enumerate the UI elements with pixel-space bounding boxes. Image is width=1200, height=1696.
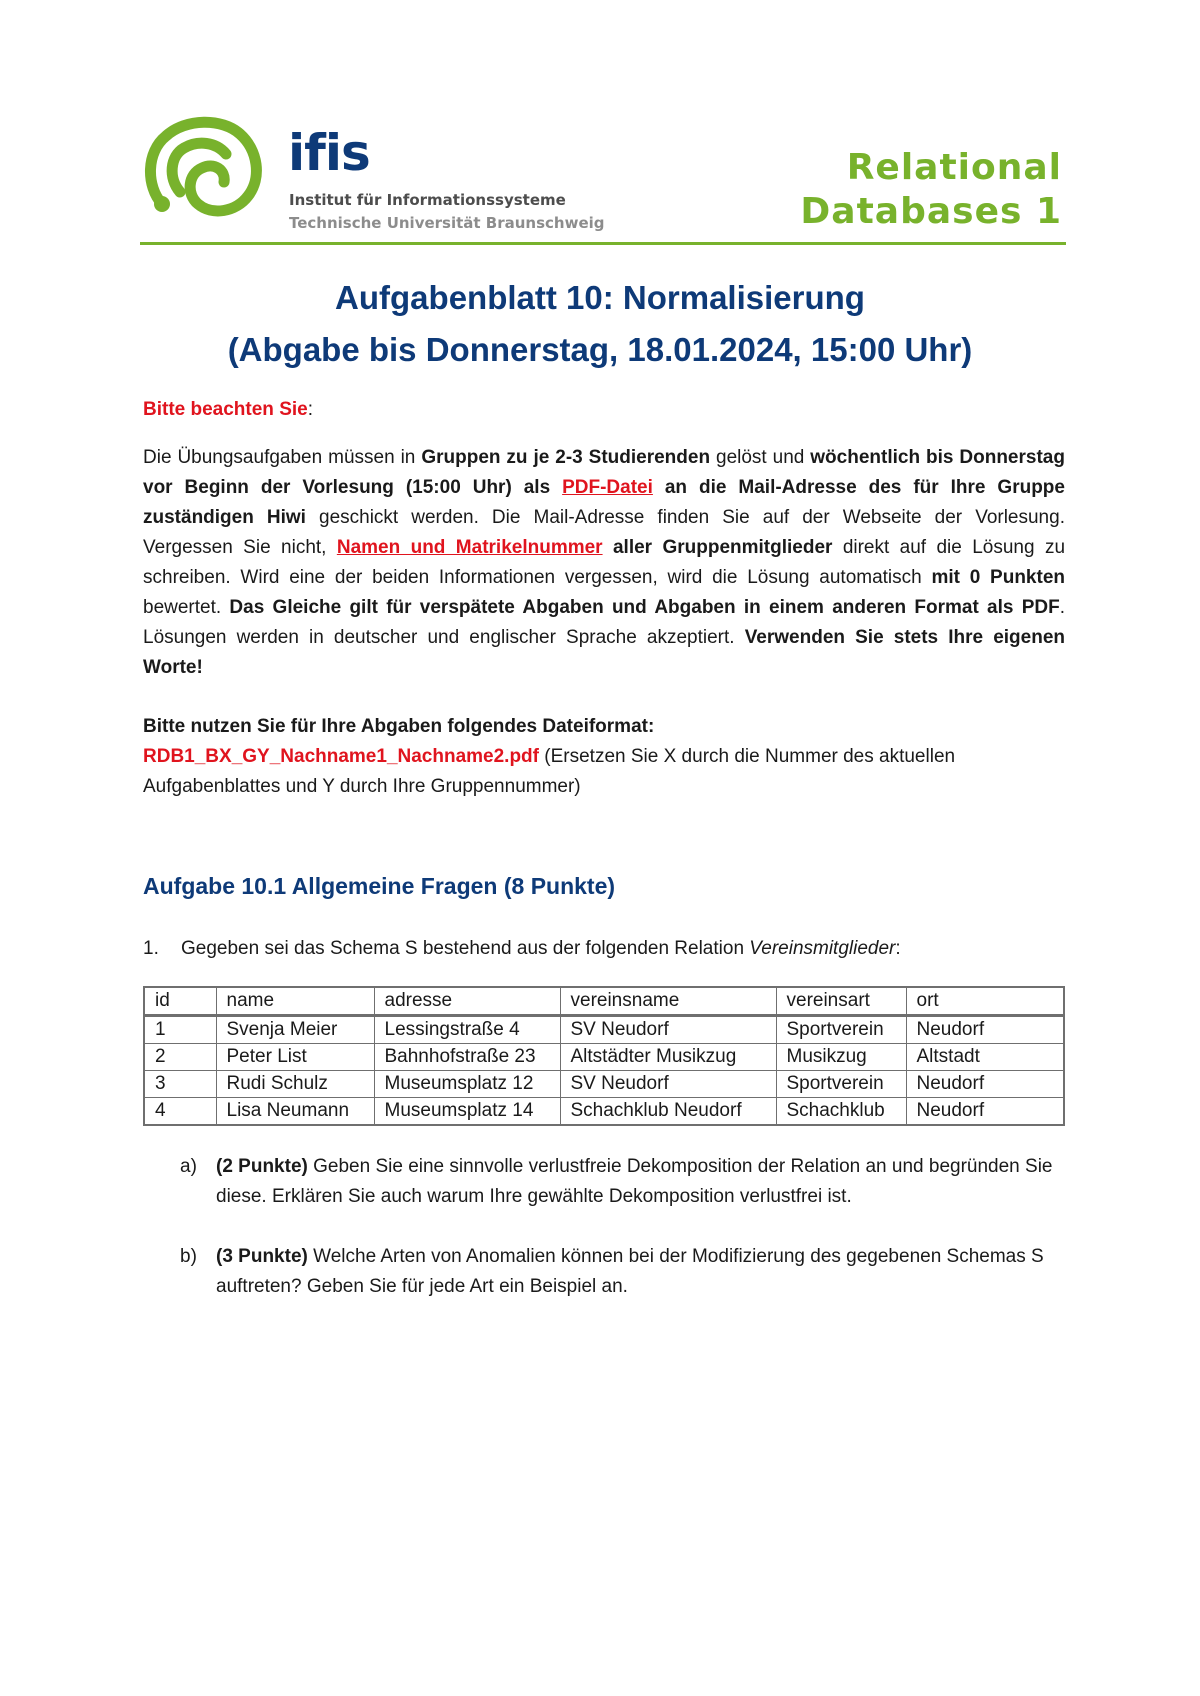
- sheet-deadline: (Abgabe bis Donnerstag, 18.01.2024, 15:00 Uhr): [227, 331, 973, 368]
- course-title-line2: Databases 1: [800, 191, 1062, 232]
- notice-text: bewertet.: [143, 597, 230, 618]
- table-header-cell: id: [144, 987, 216, 1016]
- table-cell: 4: [144, 1098, 216, 1126]
- table-header-cell: ort: [906, 987, 1064, 1016]
- question-1-number: 1.: [143, 938, 159, 959]
- table-cell: Lisa Neumann: [216, 1098, 374, 1126]
- subtask-a-text: Geben Sie eine sinnvolle verlustfreie Dekomposition der Relation an und begründen Sie diese. Erklären Sie auch warum Ihre gewählte Dekomposition verlustfrei ist.: [216, 1156, 1053, 1207]
- subtask-a-points: (2 Punkte): [216, 1156, 308, 1177]
- notice-text: Die Übungsaufgaben müssen in: [143, 447, 422, 468]
- logo-wordmark: ifis: [288, 124, 370, 182]
- sheet-title: Aufgabenblatt 10: Normalisierung: [335, 279, 865, 316]
- table-header-row: [144, 987, 1064, 1016]
- notice-bold: Das Gleiche gilt für verspätete Abgaben und Abgaben in einem anderen Format als PDF: [229, 597, 1060, 618]
- format-filename: RDB1_BX_GY_Nachname1_Nachname2.pdf: [143, 746, 539, 767]
- table-row: [144, 1098, 1064, 1126]
- table-cell: Musikzug: [776, 1044, 906, 1071]
- subtask-b-points: (3 Punkte): [216, 1246, 308, 1267]
- table-cell: Rudi Schulz: [216, 1071, 374, 1098]
- notice-name-highlight: Namen und Matrikelnummer: [336, 537, 603, 558]
- subtask-b-text: Welche Arten von Anomalien können bei der Modifizierung des gegebenen Schemas S auftreten? Geben Sie für jede Art ein Beispiel an.: [216, 1246, 1044, 1297]
- table-header-cell: name: [216, 987, 374, 1016]
- subtask-b-label: b): [180, 1246, 197, 1267]
- table-row: [144, 1044, 1064, 1071]
- table-cell: Neudorf: [906, 1071, 1064, 1098]
- table-cell: SV Neudorf: [560, 1071, 776, 1098]
- table-cell: 3: [144, 1071, 216, 1098]
- table-header-cell: vereinsart: [776, 987, 906, 1016]
- table-row: [144, 1016, 1064, 1044]
- notice-bold: mit 0 Punkten: [931, 567, 1066, 588]
- notice-text: gelöst und: [710, 447, 811, 468]
- table-row: [144, 1071, 1064, 1098]
- subtask-a-label: a): [180, 1156, 197, 1177]
- table-cell: 1: [144, 1016, 216, 1044]
- table-cell: Schachklub Neudorf: [560, 1098, 776, 1126]
- table-cell: Bahnhofstraße 23: [374, 1044, 560, 1071]
- question-1: [143, 938, 901, 960]
- table-cell: Svenja Meier: [216, 1016, 374, 1044]
- notice-text: geschickt werden. Die Mail-Adresse finden Sie auf der Webseite der Vorlesung. Vergessen Sie nicht,: [143, 507, 1065, 558]
- table-cell: Neudorf: [906, 1098, 1064, 1126]
- table-cell: 2: [144, 1044, 216, 1071]
- question-1-end: :: [895, 938, 901, 959]
- header-divider: [140, 242, 1066, 245]
- university-name: Technische Universität Braunschweig: [289, 214, 605, 232]
- format-heading: Bitte nutzen Sie für Ihre Abgaben folgendes Dateiformat:: [143, 716, 655, 737]
- subtask-b: [180, 1242, 1065, 1302]
- notice-heading: [143, 395, 1065, 425]
- notice-colon: :: [307, 399, 313, 420]
- question-1-relation: Vereinsmitglieder: [749, 938, 896, 959]
- format-block: [143, 712, 1065, 802]
- table-cell: Sportverein: [776, 1071, 906, 1098]
- ifis-logo-icon: [140, 112, 276, 224]
- format-explain: (Ersetzen Sie X durch die Nummer des aktuellen Aufgabenblattes und Y durch Ihre Gruppennummer): [143, 746, 956, 797]
- notice-text: . Lösungen werden in deutscher und englischer Sprache akzeptiert.: [143, 597, 1065, 648]
- subtask-a: [180, 1152, 1065, 1212]
- table-cell: Museumsplatz 12: [374, 1071, 560, 1098]
- notice-paragraph: [143, 443, 1065, 683]
- notice-bold: Gruppen zu je 2-3 Studierenden: [421, 447, 711, 468]
- notice-bold: wöchentlich bis Donnerstag vor Beginn der Vorlesung (15:00 Uhr) als: [143, 447, 1065, 498]
- table-cell: Lessingstraße 4: [374, 1016, 560, 1044]
- table-cell: Schachklub: [776, 1098, 906, 1126]
- table-cell: Altstädter Musikzug: [560, 1044, 776, 1071]
- notice-text: direkt auf die Lösung zu schreiben. Wird eine der beiden Informationen vergessen, wird die Lösung automatisch: [143, 537, 1066, 588]
- notice-pdf-highlight: PDF-Datei: [562, 477, 653, 498]
- notice-bold: an die Mail-Adresse des für Ihre Gruppe zuständigen Hiwi: [143, 477, 1065, 528]
- course-title: [800, 146, 1062, 234]
- table-header-cell: vereinsname: [560, 987, 776, 1016]
- relation-table: [143, 986, 1065, 1126]
- institute-name: Institut für Informationssysteme: [289, 191, 566, 209]
- table-cell: Museumsplatz 14: [374, 1098, 560, 1126]
- table-cell: Altstadt: [906, 1044, 1064, 1071]
- notice-bold: Verwenden Sie stets Ihre eigenen Worte!: [143, 627, 1065, 678]
- table-cell: Sportverein: [776, 1016, 906, 1044]
- table-cell: Peter List: [216, 1044, 374, 1071]
- table-header-cell: adresse: [374, 987, 560, 1016]
- table-cell: Neudorf: [906, 1016, 1064, 1044]
- question-1-text: Gegeben sei das Schema S bestehend aus der folgenden Relation: [181, 938, 750, 959]
- table-cell: SV Neudorf: [560, 1016, 776, 1044]
- course-title-line1: Relational: [846, 147, 1062, 188]
- notice-bold: aller Gruppenmitglieder: [602, 537, 833, 558]
- task-heading: Aufgabe 10.1 Allgemeine Fragen (8 Punkte): [143, 873, 616, 899]
- notice-heading-text: Bitte beachten Sie: [143, 399, 308, 420]
